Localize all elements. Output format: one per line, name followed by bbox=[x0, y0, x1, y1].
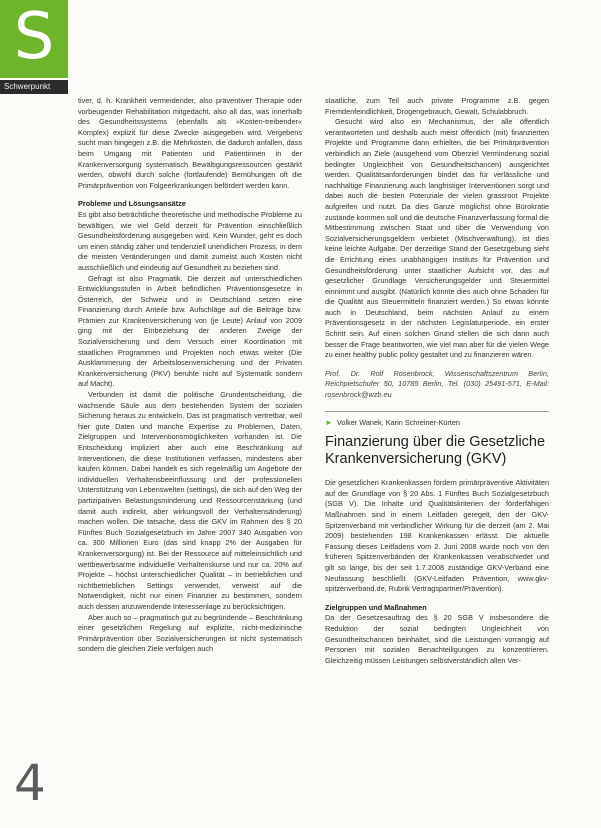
arrow-right-icon: ► bbox=[325, 417, 333, 427]
section-label: Schwerpunkt bbox=[0, 80, 68, 94]
article-divider bbox=[325, 411, 549, 412]
section-heading: Zielgruppen und Maßnahmen bbox=[325, 602, 427, 612]
section-logo-letter: S bbox=[13, 0, 55, 74]
author-contact-note: Prof. Dr. Rolf Rosenbrock, Wissenschaftszentrum Berlin, Reichpietschufer 50, 10785 Berlin, Tel. (030) 25491-571, E-Mail: rosenbrock@wzb.eu bbox=[325, 368, 549, 400]
paragraph: Die gesetzlichen Krankenkassen fördern primärpräventive Aktivitäten auf der Grundlage von § 20 Abs. 1 Fünftes Buch Sozialgesetzbuch (SGB V). Die Inhalte und Qualitätskriterien der förderfähigen Maßnahmen sind in einem Leitfaden geregelt, den der GKV-Spitzenverband mit verbindlicher Wirkung für die derzeit (am 2. Mai 2009) bestehenden 198 Krankenkassen erlässt. Die aktuelle Fassung dieses Leitfadens vom 2. Juni 2008 wurde noch von den früheren Spitzenverbänden der Krankenkassen verabschiedet und gilt so lange, bis der seit 1.7.2008 zuständige GKV-Verband eine Neufassung beschließt (GKV-Leitfaden Prävention, www.gkv-spitzenverband.de, Rubrik Vertragspartner/Prävention). bbox=[325, 478, 549, 594]
page-number: 4 bbox=[14, 754, 46, 812]
section-logo bbox=[0, 0, 72, 96]
right-column bbox=[325, 96, 549, 666]
paragraph: Es gibt also beträchtliche theoretische und methodische Probleme zu bewältigen, wie viel Geld derzeit für Prävention einschließlich Gesundheitsförderung ausgegeben wird. Kein Wunder, geht es doch um einen ständig zäher und tendenziell unendlichen Prozess, in dem die meisten Veränderungen und damit zumeist auch Kosten nicht ausschließlich und eindeutig auf Gesundheit zu beziehen sind. bbox=[78, 209, 302, 272]
authors-text: Volker Wanek, Karin Schreiner-Kürten bbox=[336, 417, 460, 427]
article-authors bbox=[325, 418, 549, 429]
paragraph: Gesucht wird also ein Mechanismus, der alle öffentlich verantworteten und deshalb auch meist öffentlich (mit) finanzierten Projekte und Programme dann erhielten, die bei Primärprävention verbindlich an Ziele (ausgehend vom Oberziel Verminderung sozial bedingter Ungleichheit von Gesundheitschancen) ausgerichtet werden. Qualitätsanforderungen bindet das für verlässliche und nachhaltige Finanzierung auch langfristiger Interventionen sorgt und dabei auch die besten Potenziale der vielen grassroot Projekte aufgreifen und nutzt. Da dies Ganze möglichst ohne Bürokratie zustande kommen soll und die deutsche Finanzverfassung formal die Mitbestimmung zwischen Staat und über die Verwendung von Sozialversicherungsgeldern verbietet (Mischverwaltung), ist dies keine leichte Aufgabe. Der derzeitige Stand der Gesetzgebung sieht die Errichtung eines unabhängigen Instituts für Prävention und Gesundheitsförderung unter staatlicher Aufsicht vor, das auf gesetzlicher Grundlage Versicherungsgelder und Steuermittel einnimmt und ausgibt. (Natürlich könnte dies auch ohne Schaden für die Qualität aus Steuermitteln finanziert werden.) So etwas könnte auch in Deutschland, beim nächsten Anlauf zu einem Präventionsgesetz in der nächsten Legislaturperiode, ein erster Schritt sein. Auf einen solchen Grund stellen die sich dann auch besser die Frage beantworten, wie viel man aber für die vielen Wege zu einer healthy public policy gestaltet und zu finanzieren wären. bbox=[325, 117, 549, 360]
section-logo-badge bbox=[0, 0, 68, 78]
left-column bbox=[78, 96, 302, 655]
paragraph: Gefragt ist also Pragmatik. Die derzeit auf unterschiedlichen Entwicklungsstufen in Arbeit befindlichen Präventionsgesetze in Österreich, der Schweiz und in Deutschland setzen eine Finanzierung durch Anteile bzw. Aufschläge auf die Beiträge bzw. Prämien zur Krankenversicherung von (je Leute) Anlauf von 2009 ging mit der Einbeziehung der anderen Zweige der Sozialversicherung und dem Versuch einer Koordination mit staatlichen Programmen und Projekten noch etwas weiter (Die Ausklammerung der Arbeitslosenversicherung und der Privaten Krankenversicherung (PKV) beruhte nicht auf Systematik sondern auf Macht). bbox=[78, 273, 302, 389]
paragraph: Aber auch so – pragmatisch gut zu begründende – Beschränkung einer gesetzlichen Regelung auf explizite, nicht-medizinische Primärprävention über Sozialversicherungen ist nicht systematisch sondern die gleichen Ziele verfolgen auch bbox=[78, 612, 302, 654]
section-heading: Probleme und Lösungsansätze bbox=[78, 199, 186, 209]
paragraph: Da der Gesetzesauftrag des § 20 SGB V insbesondere die Reduktion der sozial bedingten Ungleichheit von Gesundheitschancen beinhaltet, sind die Leistungen vorrangig auf Personen mit sozialen Benachteiligungen zu konzentrieren. Gleichzeitig müssen Leistungen selbstverständlich allen Ver- bbox=[325, 613, 549, 665]
paragraph: Verbunden ist damit die politische Grundentscheidung, die wachsende Säule aus dem bestehenden System der sozialen Sicherung heraus zu entwickeln. Das ist pragmatisch vertretbar, weil hier gute Daten und manche Expertise zu Problemen, Daten, Zielgruppen und Interventionsmöglichkeiten vorhanden ist. Die Entscheidung impliziert aber auch eine Beschränkung auf Interventionen, die diese Institutionen verfassen, mindestens aber kaufen können. Dabei handelt es sich regelmäßig um Angebote der individuellen Verhaltensbeeinflussung und der professionellen Unterstützung von Lebenswelten (settings), die sich auf den Weg der partizipativen Belastungsminderung und Ressourcenstärkung (und damit auch indirekt, aber wirkungsvoll der Verhaltensänderung) machen wollen. Die tatsache, dass die GKV im Rahmen des § 20 Fünftes Buch Sozialgesetzbuch im Jahre 2007 340 Ausgaben von ca. 300 Millionen Euro (das sind knapp 2% der Ausgaben für Krankenversorgung) ist. Bei der Ressource auf mitteleinsichtlich und wettbewerbsarme individuelle Verhaltenskurse und nur ca. 20% auf Projekte – höchst unterschiedlicher Qualität – in betrieblichen und nichtbetrieblichen Settings verwendet, verweist auf die Notwendigkeit, nicht nur einen Finanzier zu bestimmen, sondern auch dessen anzuwendende Interessenlage zu berücksichtigen. bbox=[78, 390, 302, 611]
article-title: Finanzierung über die Gesetzliche Krankenversicherung (GKV) bbox=[325, 434, 546, 468]
paragraph: staatliche, zum Teil auch private Programme z.B. gegen Fremdenfeindlichkeit, Drogengebrauch, Gewalt, Schulabbruch. bbox=[325, 96, 549, 116]
paragraph: tiver, d. h. Krankheit vermeidender, also präventiver Therapie oder vorbeugender Rehabilitation mitgedacht, also all das, was innerhalb des Gesundheitssystems (ebenfalls als »Kosten-treibender« Komplex) explizit für diese Zwecke ausgegeben wird. Vergebens sucht man hingegen z.B. die Mehrkosten, die dadurch anfallen, dass beim Umgang mit Patienten und Patientinnen in der Krankenversorgung systematisch Bewältigungsressourcen gestärkt werden, obwohl durch solche (fortlaufende) Bemühungen oft die Primärprävention von Folgeerkrankungen befördert werden kann. bbox=[78, 96, 302, 190]
